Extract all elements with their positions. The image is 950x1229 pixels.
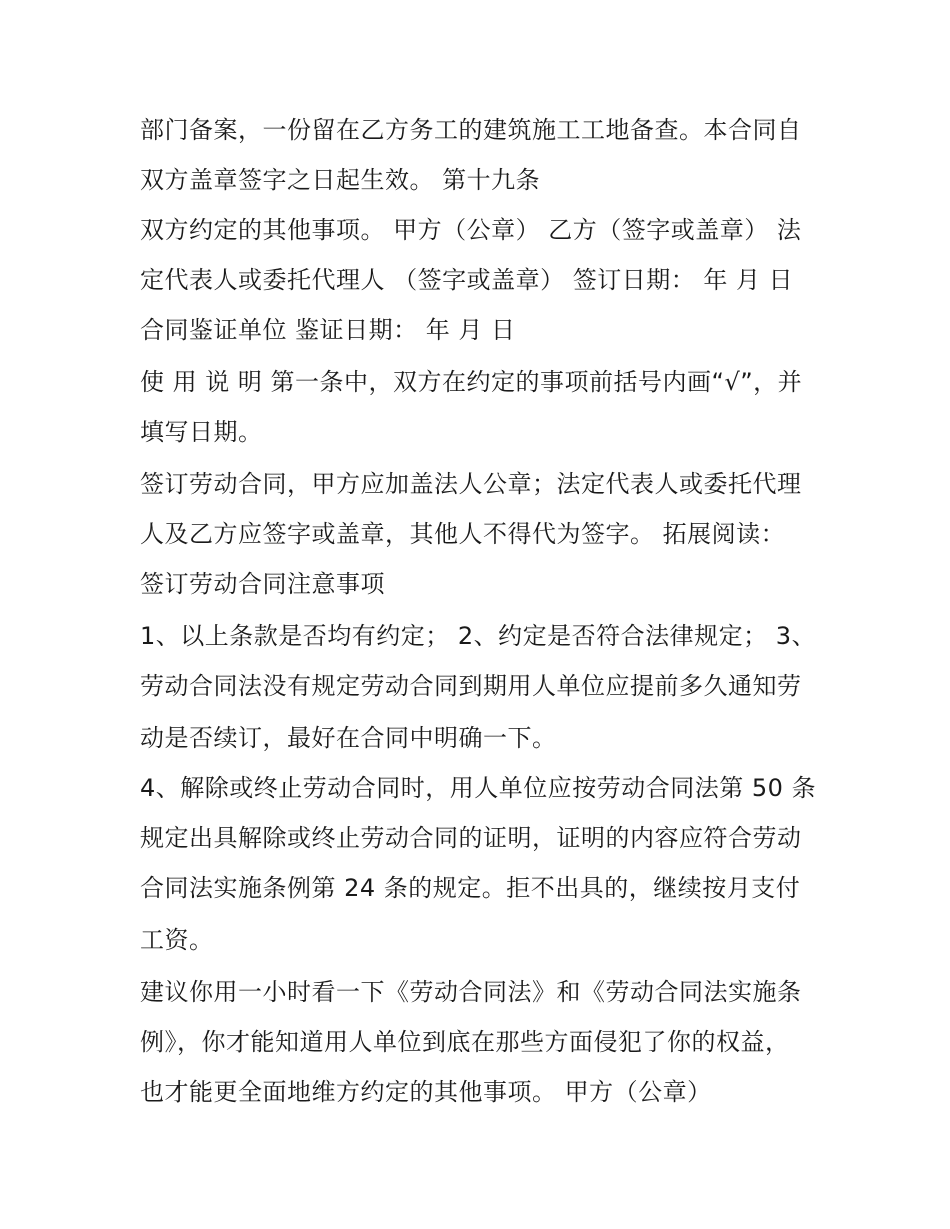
text-line: 合同鉴证单位 鉴证日期： 年 月 日	[140, 316, 516, 344]
text-line: 人及乙方应签字或盖章，其他人不得代为签字。 拓展阅读：	[140, 520, 786, 548]
text-line: 双方盖章签字之日起生效。 第十九条	[140, 166, 541, 194]
text-line: 双方约定的其他事项。 甲方（公章） 乙方（签字或盖章） 法	[140, 216, 802, 244]
text-line: 签订劳动合同，甲方应加盖法人公章；法定代表人或委托代理	[140, 470, 802, 498]
section-heading: 签订劳动合同注意事项	[140, 570, 385, 598]
text-line: 例》，你才能知道用人单位到底在那些方面侵犯了你的权益，	[140, 1028, 790, 1056]
text-line: 部门备案，一份留在乙方务工的建筑施工工地备查。本合同自	[140, 116, 802, 144]
text-line: 规定出具解除或终止劳动合同的证明，证明的内容应符合劳动	[140, 824, 802, 852]
text-line: 劳动合同法没有规定劳动合同到期用人单位应提前多久通知劳	[140, 672, 802, 700]
text-line: 也才能更全面地维方约定的其他事项。 甲方（公章）	[140, 1078, 712, 1106]
text-line: 4、解除或终止劳动合同时，用人单位应按劳动合同法第 50 条	[140, 774, 817, 802]
text-line: 1、以上条款是否均有约定； 2、约定是否符合法律规定； 3、	[140, 622, 817, 650]
text-line: 合同法实施条例第 24 条的规定。拒不出具的，继续按月支付	[140, 874, 801, 902]
text-line: 使 用 说 明 第一条中，双方在约定的事项前括号内画“√”，并	[140, 368, 803, 396]
text-line: 动是否续订，最好在合同中明确一下。	[140, 724, 557, 752]
text-line: 建议你用一小时看一下《劳动合同法》和《劳动合同法实施条	[140, 978, 802, 1006]
text-line: 填写日期。	[140, 418, 263, 446]
text-line: 工资。	[140, 926, 214, 954]
text-line: 定代表人或委托代理人 （签字或盖章） 签订日期： 年 月 日	[140, 266, 794, 294]
